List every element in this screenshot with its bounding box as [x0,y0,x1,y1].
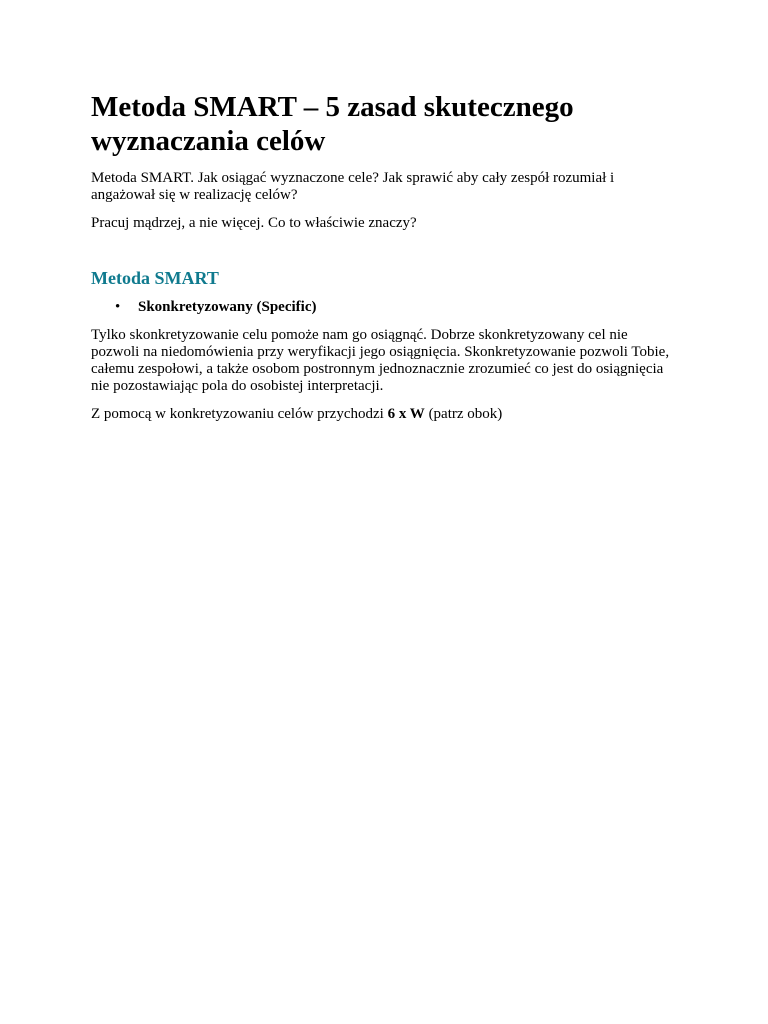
closing-text-bold: 6 x W [387,406,425,422]
list-item [115,299,671,316]
intro-paragraph: Metoda SMART. Jak osiągać wyznaczone cele? Jak sprawić aby cały zespół rozumiał i angażował się w realizację celów? [91,170,615,203]
closing-text-end: (patrz obok) [424,406,503,422]
closing-paragraph [91,406,671,423]
body-paragraph: Tylko skonkretyzowanie celu pomoże nam go osiągnąć. Dobrze skonkretyzowany cel nie pozwoli na niedomówienia przy weryfikacji jego osiągnięcia. Skonkretyzowanie pozwoli Tobie, całemu zespołowi, a także osobom postronnym jednoznacznie zrozumieć co jest do osiągnięcia nie pozostawiając pola do osobistej interpretacji. [91,327,670,394]
subtitle-paragraph: Pracuj mądrzej, a nie więcej. Co to właściwie znaczy? [91,215,417,231]
bullet-list [91,299,671,316]
document-page [91,90,671,423]
section-heading: Metoda SMART [91,268,219,288]
document-title: Metoda SMART – 5 zasad skutecznego wyznaczania celów [91,91,574,157]
list-item-label: Skonkretyzowany (Specific) [138,299,317,315]
bullet-icon: • [115,299,121,315]
closing-text-start: Z pomocą w konkretyzowaniu celów przychodzi [91,406,388,422]
